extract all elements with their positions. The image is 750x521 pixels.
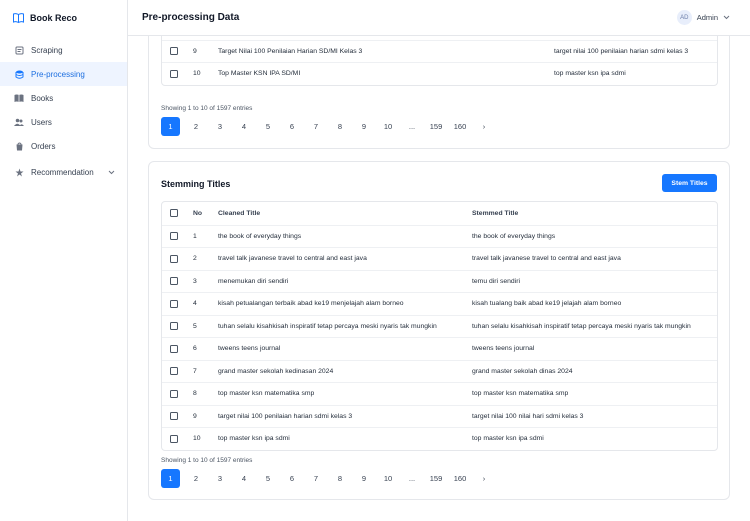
table-row[interactable]	[162, 270, 717, 293]
row-no: 3	[193, 277, 197, 285]
cleaned-title: top master ksn matematika smp	[218, 390, 315, 398]
avatar[interactable]: AD	[677, 10, 692, 25]
top-header	[128, 0, 750, 36]
preprocessing-icon	[14, 69, 24, 79]
stemmed-title: tuhan selalu kisahkisah inspiratif tetap percaya meski nyaris tak mungkin	[472, 322, 691, 330]
sidebar-item-label: Orders	[31, 141, 56, 151]
cleaned-title: tweens teens journal	[218, 345, 281, 353]
row-no: 10	[193, 435, 201, 443]
page-button[interactable]: 1	[161, 469, 180, 488]
row-checkbox[interactable]	[170, 390, 178, 398]
sidebar-item-orders[interactable]	[0, 134, 127, 158]
recommendation-icon	[14, 167, 24, 177]
sidebar-item-label: Users	[31, 117, 52, 127]
row-checkbox[interactable]	[170, 47, 178, 55]
stemmed-title: travel talk javanese travel to central and east java	[472, 255, 621, 263]
book-icon	[14, 93, 24, 103]
row-no: 8	[193, 390, 197, 398]
row-checkbox[interactable]	[170, 255, 178, 263]
page-ellipsis: ...	[408, 122, 416, 131]
original-title: Target Nilai 100 Penilaian Harian SD/MI Kelas 3	[218, 47, 363, 55]
users-icon	[14, 117, 24, 127]
stemmed-title: top master ksn matematika smp	[472, 390, 569, 398]
book-open-icon	[12, 12, 24, 24]
table-row[interactable]	[162, 247, 717, 270]
page-button[interactable]: 160	[453, 474, 467, 483]
cleaned-title: top master ksn ipa sdmi	[218, 435, 290, 443]
stemming-table	[161, 201, 718, 451]
row-no: 4	[193, 300, 197, 308]
brand[interactable]	[0, 0, 127, 36]
table-row[interactable]	[162, 382, 717, 405]
cleaned-title: target nilai 100 penilaian harian sdmi kelas 3	[218, 412, 353, 420]
user-menu[interactable]	[677, 10, 730, 25]
page-button[interactable]: 4	[241, 122, 247, 131]
table-row[interactable]	[162, 292, 717, 315]
table-row[interactable]	[162, 62, 717, 85]
section-title: Stemming Titles	[161, 179, 231, 189]
row-no: 10	[193, 70, 201, 78]
row-no: 9	[193, 47, 197, 55]
page-button[interactable]: 6	[289, 122, 295, 131]
table-row[interactable]	[162, 40, 717, 63]
page-button[interactable]: 9	[361, 474, 367, 483]
page-title: Pre-processing Data	[142, 12, 240, 23]
original-title: Top Master KSN IPA SD/MI	[218, 70, 301, 78]
page-button[interactable]: 159	[429, 122, 443, 131]
pagination	[161, 469, 496, 488]
row-no: 9	[193, 412, 197, 420]
row-checkbox[interactable]	[170, 367, 178, 375]
page-ellipsis: ...	[408, 474, 416, 483]
cleaned-title: travel talk javanese travel to central and east java	[218, 255, 367, 263]
entries-info: Showing 1 to 10 of 1597 entries	[161, 105, 253, 112]
sidebar-item-label: Pre-processing	[31, 69, 85, 79]
page-button[interactable]: 3	[217, 122, 223, 131]
page-button[interactable]: 4	[241, 474, 247, 483]
page-button[interactable]: 5	[265, 122, 271, 131]
stemmed-title: top master ksn ipa sdmi	[472, 435, 544, 443]
page-button[interactable]: 9	[361, 122, 367, 131]
user-name[interactable]: Admin	[696, 13, 718, 22]
sidebar	[0, 0, 128, 521]
stemmed-title: tweens teens journal	[472, 345, 535, 353]
next-page-button[interactable]: ›	[482, 122, 486, 131]
page-button[interactable]: 7	[313, 474, 319, 483]
page-button[interactable]: 7	[313, 122, 319, 131]
cleaned-title: top master ksn ipa sdmi	[554, 70, 626, 78]
sidebar-item-users[interactable]	[0, 110, 127, 134]
stemmed-title: target nilai 100 nilai hari sdmi kelas 3	[472, 412, 584, 420]
sidebar-item-label: Recommendation	[31, 167, 94, 177]
row-no: 1	[193, 232, 197, 240]
stemmed-title: grand master sekolah dinas 2024	[472, 367, 573, 375]
brand-name: Book Reco	[30, 13, 78, 23]
page-button[interactable]: 1	[161, 117, 180, 136]
row-checkbox[interactable]	[170, 70, 178, 78]
next-page-button[interactable]: ›	[482, 474, 486, 483]
sidebar-item-scraping[interactable]	[0, 38, 127, 62]
table-header	[162, 202, 717, 225]
table-row[interactable]	[162, 225, 717, 248]
page-button[interactable]: 159	[429, 474, 443, 483]
row-no: 7	[193, 367, 197, 375]
page-button[interactable]: 2	[193, 474, 199, 483]
page-button[interactable]: 10	[383, 474, 393, 483]
row-no: 5	[193, 322, 197, 330]
row-checkbox[interactable]	[170, 232, 178, 240]
sidebar-nav	[0, 36, 127, 184]
stemming-titles-card	[148, 161, 730, 500]
cleaned-title: kisah petualangan terbaik abad ke19 menjelajah alam borneo	[218, 300, 404, 308]
row-checkbox[interactable]	[170, 300, 178, 308]
page-button[interactable]: 6	[289, 474, 295, 483]
table-row[interactable]	[162, 337, 717, 360]
column-header-stemmed[interactable]: Stemmed Title	[472, 209, 519, 217]
column-header-no[interactable]: No	[193, 209, 203, 217]
entries-info: Showing 1 to 10 of 1597 entries	[161, 457, 253, 464]
row-checkbox[interactable]	[170, 412, 178, 420]
row-checkbox[interactable]	[170, 345, 178, 353]
row-no: 6	[193, 345, 197, 353]
sidebar-item-books[interactable]	[0, 86, 127, 110]
page-button[interactable]: 10	[383, 122, 393, 131]
cleaned-title: tuhan selalu kisahkisah inspiratif tetap percaya meski nyaris tak mungkin	[218, 322, 437, 330]
page-button[interactable]: 5	[265, 474, 271, 483]
chevron-down-icon[interactable]	[107, 168, 115, 176]
page-button[interactable]: 8	[337, 474, 343, 483]
chevron-down-icon[interactable]	[723, 14, 730, 21]
table-row[interactable]	[162, 315, 717, 338]
orders-icon	[14, 141, 24, 151]
main-content	[128, 36, 750, 521]
row-checkbox[interactable]	[170, 277, 178, 285]
select-all-checkbox[interactable]	[170, 209, 178, 217]
row-checkbox[interactable]	[170, 322, 178, 330]
cleaned-title: target nilai 100 penilaian harian sdmi kelas 3	[554, 47, 689, 55]
table-row[interactable]	[162, 427, 717, 450]
page-button[interactable]: 8	[337, 122, 343, 131]
sidebar-item-label: Scraping	[31, 45, 63, 55]
cleaned-title: the book of everyday things	[218, 232, 302, 240]
cleaned-title: grand master sekolah kedinasan 2024	[218, 367, 334, 375]
cleaned-title: menemukan diri sendiri	[218, 277, 289, 285]
sidebar-item-pre-processing[interactable]	[0, 62, 127, 86]
sidebar-item-recommendation[interactable]	[0, 160, 127, 184]
stemmed-title: the book of everyday things	[472, 232, 556, 240]
row-checkbox[interactable]	[170, 435, 178, 443]
scraping-icon	[14, 45, 24, 55]
stemmed-title: kisah tualang baik abad ke19 jelajah alam borneo	[472, 300, 622, 308]
sidebar-item-label: Books	[31, 93, 54, 103]
stem-titles-button[interactable]: Stem Titles	[662, 174, 717, 192]
column-header-cleaned[interactable]: Cleaned Title	[218, 209, 261, 217]
table-row[interactable]	[162, 360, 717, 383]
pagination	[161, 117, 496, 136]
row-no: 2	[193, 255, 197, 263]
page-button[interactable]: 160	[453, 122, 467, 131]
page-button[interactable]: 3	[217, 474, 223, 483]
stemmed-title: temu diri sendiri	[472, 277, 520, 285]
page-button[interactable]: 2	[193, 122, 199, 131]
table-row[interactable]	[162, 405, 717, 428]
